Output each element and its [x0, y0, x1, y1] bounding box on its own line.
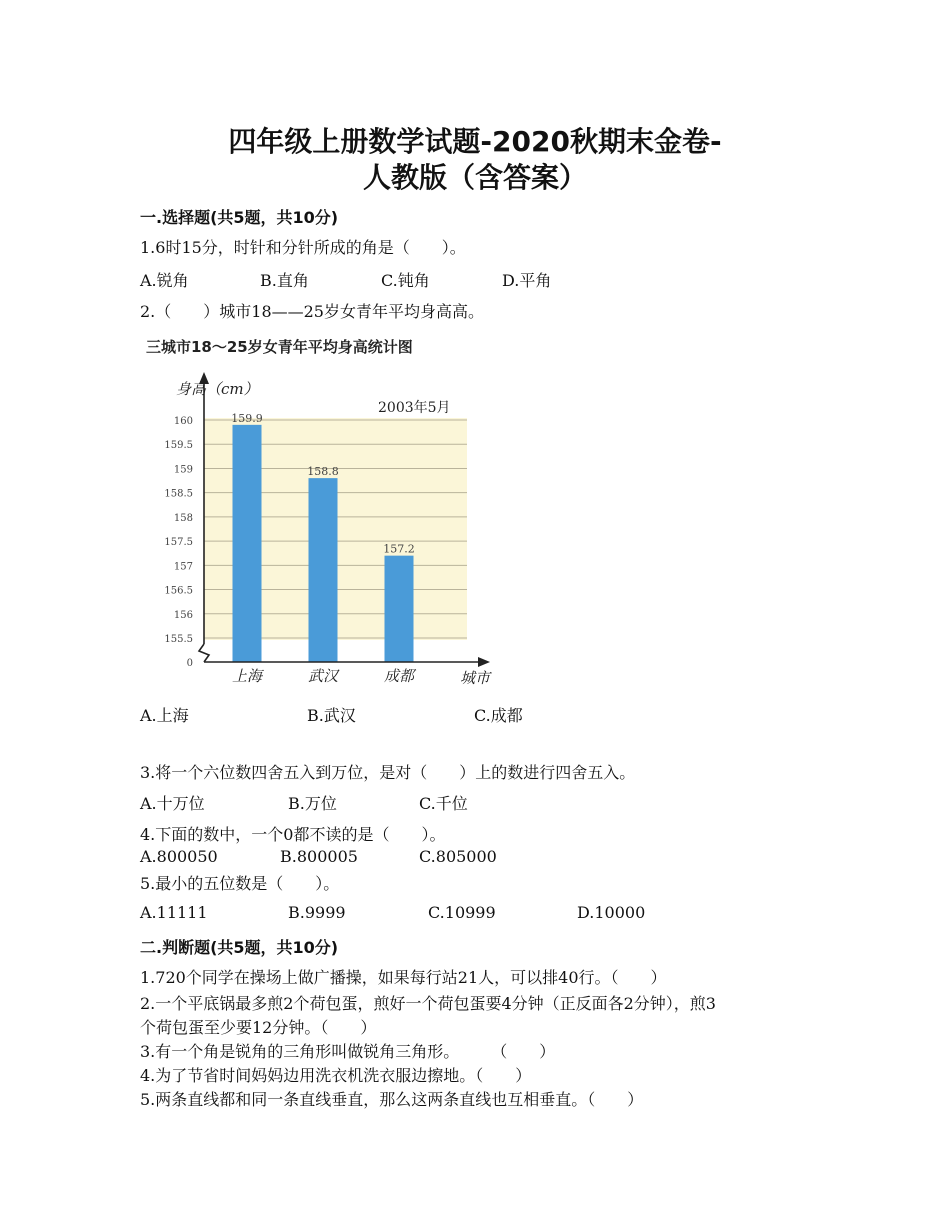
q4-option-c: C.805000: [419, 847, 497, 866]
value-label: 158.8: [307, 465, 339, 479]
y-tick-label: 158: [173, 512, 193, 524]
q1-option-a: A.锐角: [140, 271, 189, 290]
q2-option-c: C.成都: [474, 706, 523, 725]
x-tick-label: 成都: [383, 667, 415, 685]
q3-text: 3.将一个六位数四舍五入到万位，是对（ ）上的数进行四舍五入。: [140, 763, 636, 782]
judge-item-1: 1.720个同学在操场上做广播操，如果每行站21人，可以排40行。（ ）: [140, 968, 667, 987]
q5-option-b: B.9999: [288, 903, 346, 922]
q3-option-c: C.千位: [419, 794, 468, 813]
q2-option-b: B.武汉: [307, 706, 356, 725]
q4-option-a: A.800050: [140, 847, 218, 866]
value-label: 157.2: [383, 542, 415, 556]
q1-option-d: D.平角: [502, 271, 552, 290]
section2-heading: 二.判断题(共5题，共10分): [140, 938, 339, 957]
page-title-line2: 人教版（含答案）: [362, 161, 587, 194]
x-tick-label: 武汉: [307, 667, 339, 685]
q5-text: 5.最小的五位数是（ ）。: [140, 874, 340, 893]
chart-title: 三城市18～25岁女青年平均身高统计图: [146, 338, 413, 356]
page-title-line1: 四年级上册数学试题-2020秋期末金卷-: [228, 125, 722, 158]
section1-heading: 一.选择题(共5题，共10分): [140, 208, 339, 227]
judge-item-2: 2.一个平底锅最多煎2个荷包蛋，煎好一个荷包蛋要4分钟（正反面各2分钟），煎3: [140, 994, 716, 1013]
judge-item-5: 5.两条直线都和同一条直线垂直，那么这两条直线也互相垂直。（ ）: [140, 1090, 644, 1109]
y-tick-label: 159.5: [164, 440, 193, 452]
y-tick-label: 0: [186, 658, 193, 669]
q2-text: 2.（ ）城市18——25岁女青年平均身高高。: [140, 302, 484, 321]
y-axis-label: 身高（cm）: [176, 380, 259, 398]
q5-option-a: A.11111: [140, 903, 208, 922]
y-tick-label: 156.5: [164, 585, 193, 597]
y-tick-label: 158.5: [164, 488, 193, 500]
x-tick-label: 上海: [231, 667, 263, 685]
axis-break: [199, 644, 209, 662]
q5-option-d: D.10000: [577, 903, 646, 922]
y-tick-labels: [164, 416, 193, 669]
y-tick-label: 157: [173, 561, 193, 573]
y-tick-label: 159: [173, 464, 193, 476]
y-tick-label: 156: [173, 609, 193, 621]
judge-item-3: 3.有一个角是锐角的三角形叫做锐角三角形。 （ ）: [140, 1042, 556, 1061]
bar-2: [309, 478, 338, 662]
q4-option-b: B.800005: [280, 847, 358, 866]
y-tick-label: 157.5: [164, 537, 193, 549]
q1-option-b: B.直角: [260, 271, 309, 290]
q3-option-a: A.十万位: [140, 794, 205, 813]
q3-option-b: B.万位: [288, 794, 337, 813]
q5-option-c: C.10999: [428, 903, 496, 922]
judge-item-4: 4.为了节省时间妈妈边用洗衣机洗衣服边擦地。（ ）: [140, 1066, 532, 1085]
y-tick-label: 155.5: [164, 634, 193, 645]
bar-1: [233, 425, 262, 662]
x-axis-label: 城市: [460, 669, 491, 687]
q1-option-c: C.钝角: [381, 271, 430, 290]
x-axis-arrow: [478, 657, 490, 667]
bar-chart: [140, 368, 510, 693]
q1-text: 1.6时15分，时针和分针所成的角是（ ）。: [140, 238, 466, 257]
judge-item-2-cont: 个荷包蛋至少要12分钟。（ ）: [140, 1018, 377, 1037]
q4-text: 4.下面的数中，一个0都不读的是（ ）。: [140, 825, 446, 844]
q2-option-a: A.上海: [140, 706, 189, 725]
bar-3: [385, 556, 414, 662]
chart-subtitle: 2003年5月: [378, 400, 451, 416]
y-tick-label: 160: [173, 416, 193, 427]
x-tick-labels: [232, 667, 417, 685]
value-label: 159.9: [231, 411, 263, 425]
